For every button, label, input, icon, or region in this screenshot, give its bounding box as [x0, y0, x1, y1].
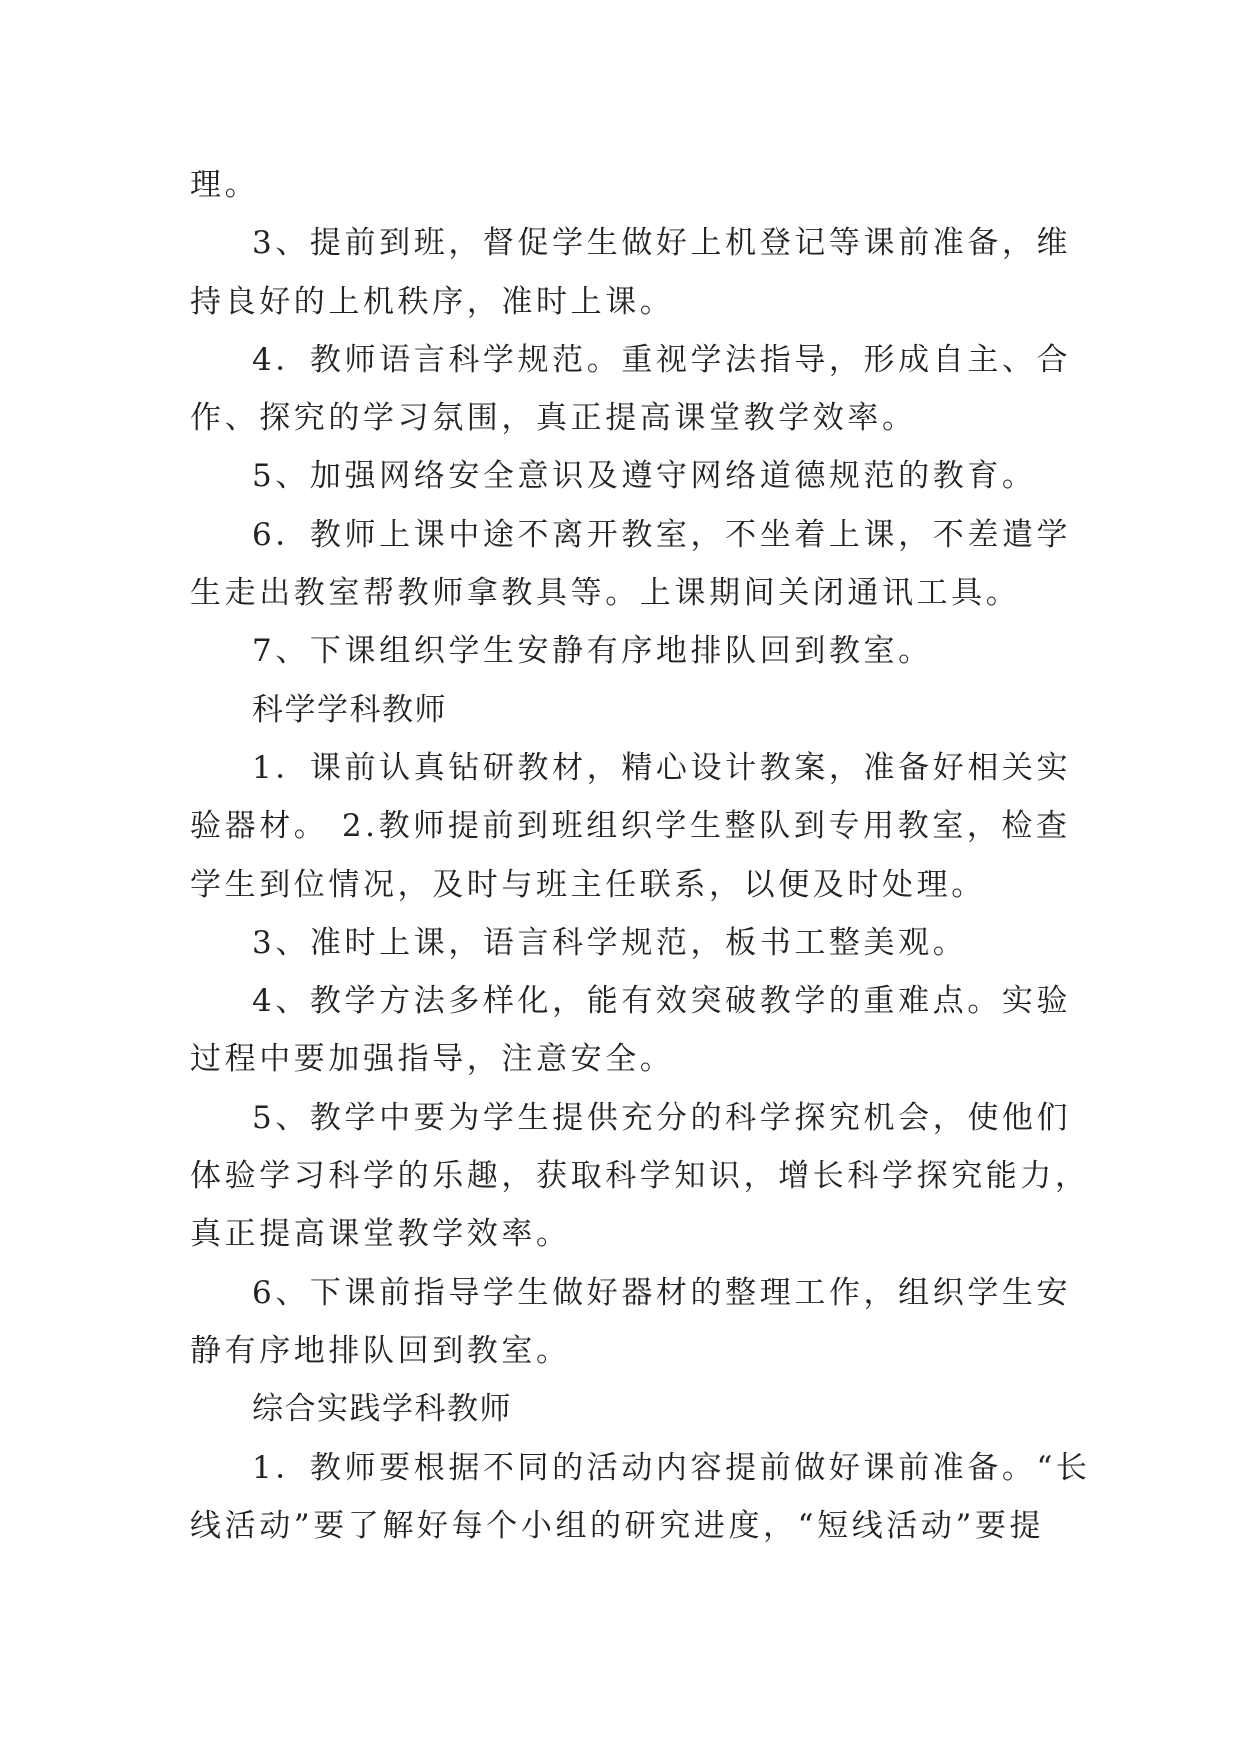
section-heading-science-teacher: 科学学科教师 — [252, 691, 447, 728]
list-item-1: 1．教师要根据不同的活动内容提前做好课前准备。“长 — [252, 1449, 1091, 1486]
text-line: 线活动”要了解好每个小组的研究进度，“短线活动”要提 — [190, 1507, 1045, 1544]
text-line: 真正提高课堂教学效率。 — [190, 1216, 571, 1253]
list-item-7: 7、下课组织学生安静有序地排队回到教室。 — [252, 633, 933, 670]
text-line: 生走出教室帮教师拿教具等。上课期间关闭通讯工具。 — [190, 575, 1021, 612]
list-item-5: 5、加强网络安全意识及遵守网络道德规范的教育。 — [252, 458, 1037, 495]
text-line: 理。 — [190, 167, 260, 203]
text-line: 体验学习科学的乐趣，获取科学知识，增长科学探究能力， — [190, 1158, 1090, 1195]
list-item-5: 5、教学中要为学生提供充分的科学探究机会，使他们 — [252, 1099, 1072, 1136]
list-item-3: 3、准时上课，语言科学规范，板书工整美观。 — [252, 924, 968, 961]
section-heading-practice-teacher: 综合实践学科教师 — [252, 1391, 512, 1428]
list-item-6: 6、下课前指导学生做好器材的整理工作，组织学生安 — [252, 1274, 1072, 1311]
list-item-3: 3、提前到班，督促学生做好上机登记等课前准备，维 — [252, 225, 1072, 262]
text-line: 持良好的上机秩序，准时上课。 — [190, 283, 675, 320]
text-line: 学生到位情况，及时与班主任联系，以便及时处理。 — [190, 866, 986, 903]
list-item-1: 1．课前认真钻研教材，精心设计教案，准备好相关实 — [252, 749, 1072, 786]
list-item-4: 4．教师语言科学规范。重视学法指导，形成自主、合 — [252, 341, 1072, 378]
list-item-4: 4、教学方法多样化，能有效突破教学的重难点。实验 — [252, 983, 1072, 1020]
text-line: 过程中要加强指导，注意安全。 — [190, 1041, 675, 1078]
text-line: 验器材。 2.教师提前到班组织学生整队到专用教室，检查 — [190, 808, 1071, 845]
text-line: 静有序地排队回到教室。 — [190, 1332, 571, 1369]
list-item-6: 6．教师上课中途不离开教室，不坐着上课，不差遣学 — [252, 516, 1072, 553]
document-body — [190, 156, 1091, 1555]
text-line: 作、探究的学习氛围，真正提高课堂教学效率。 — [190, 400, 917, 437]
